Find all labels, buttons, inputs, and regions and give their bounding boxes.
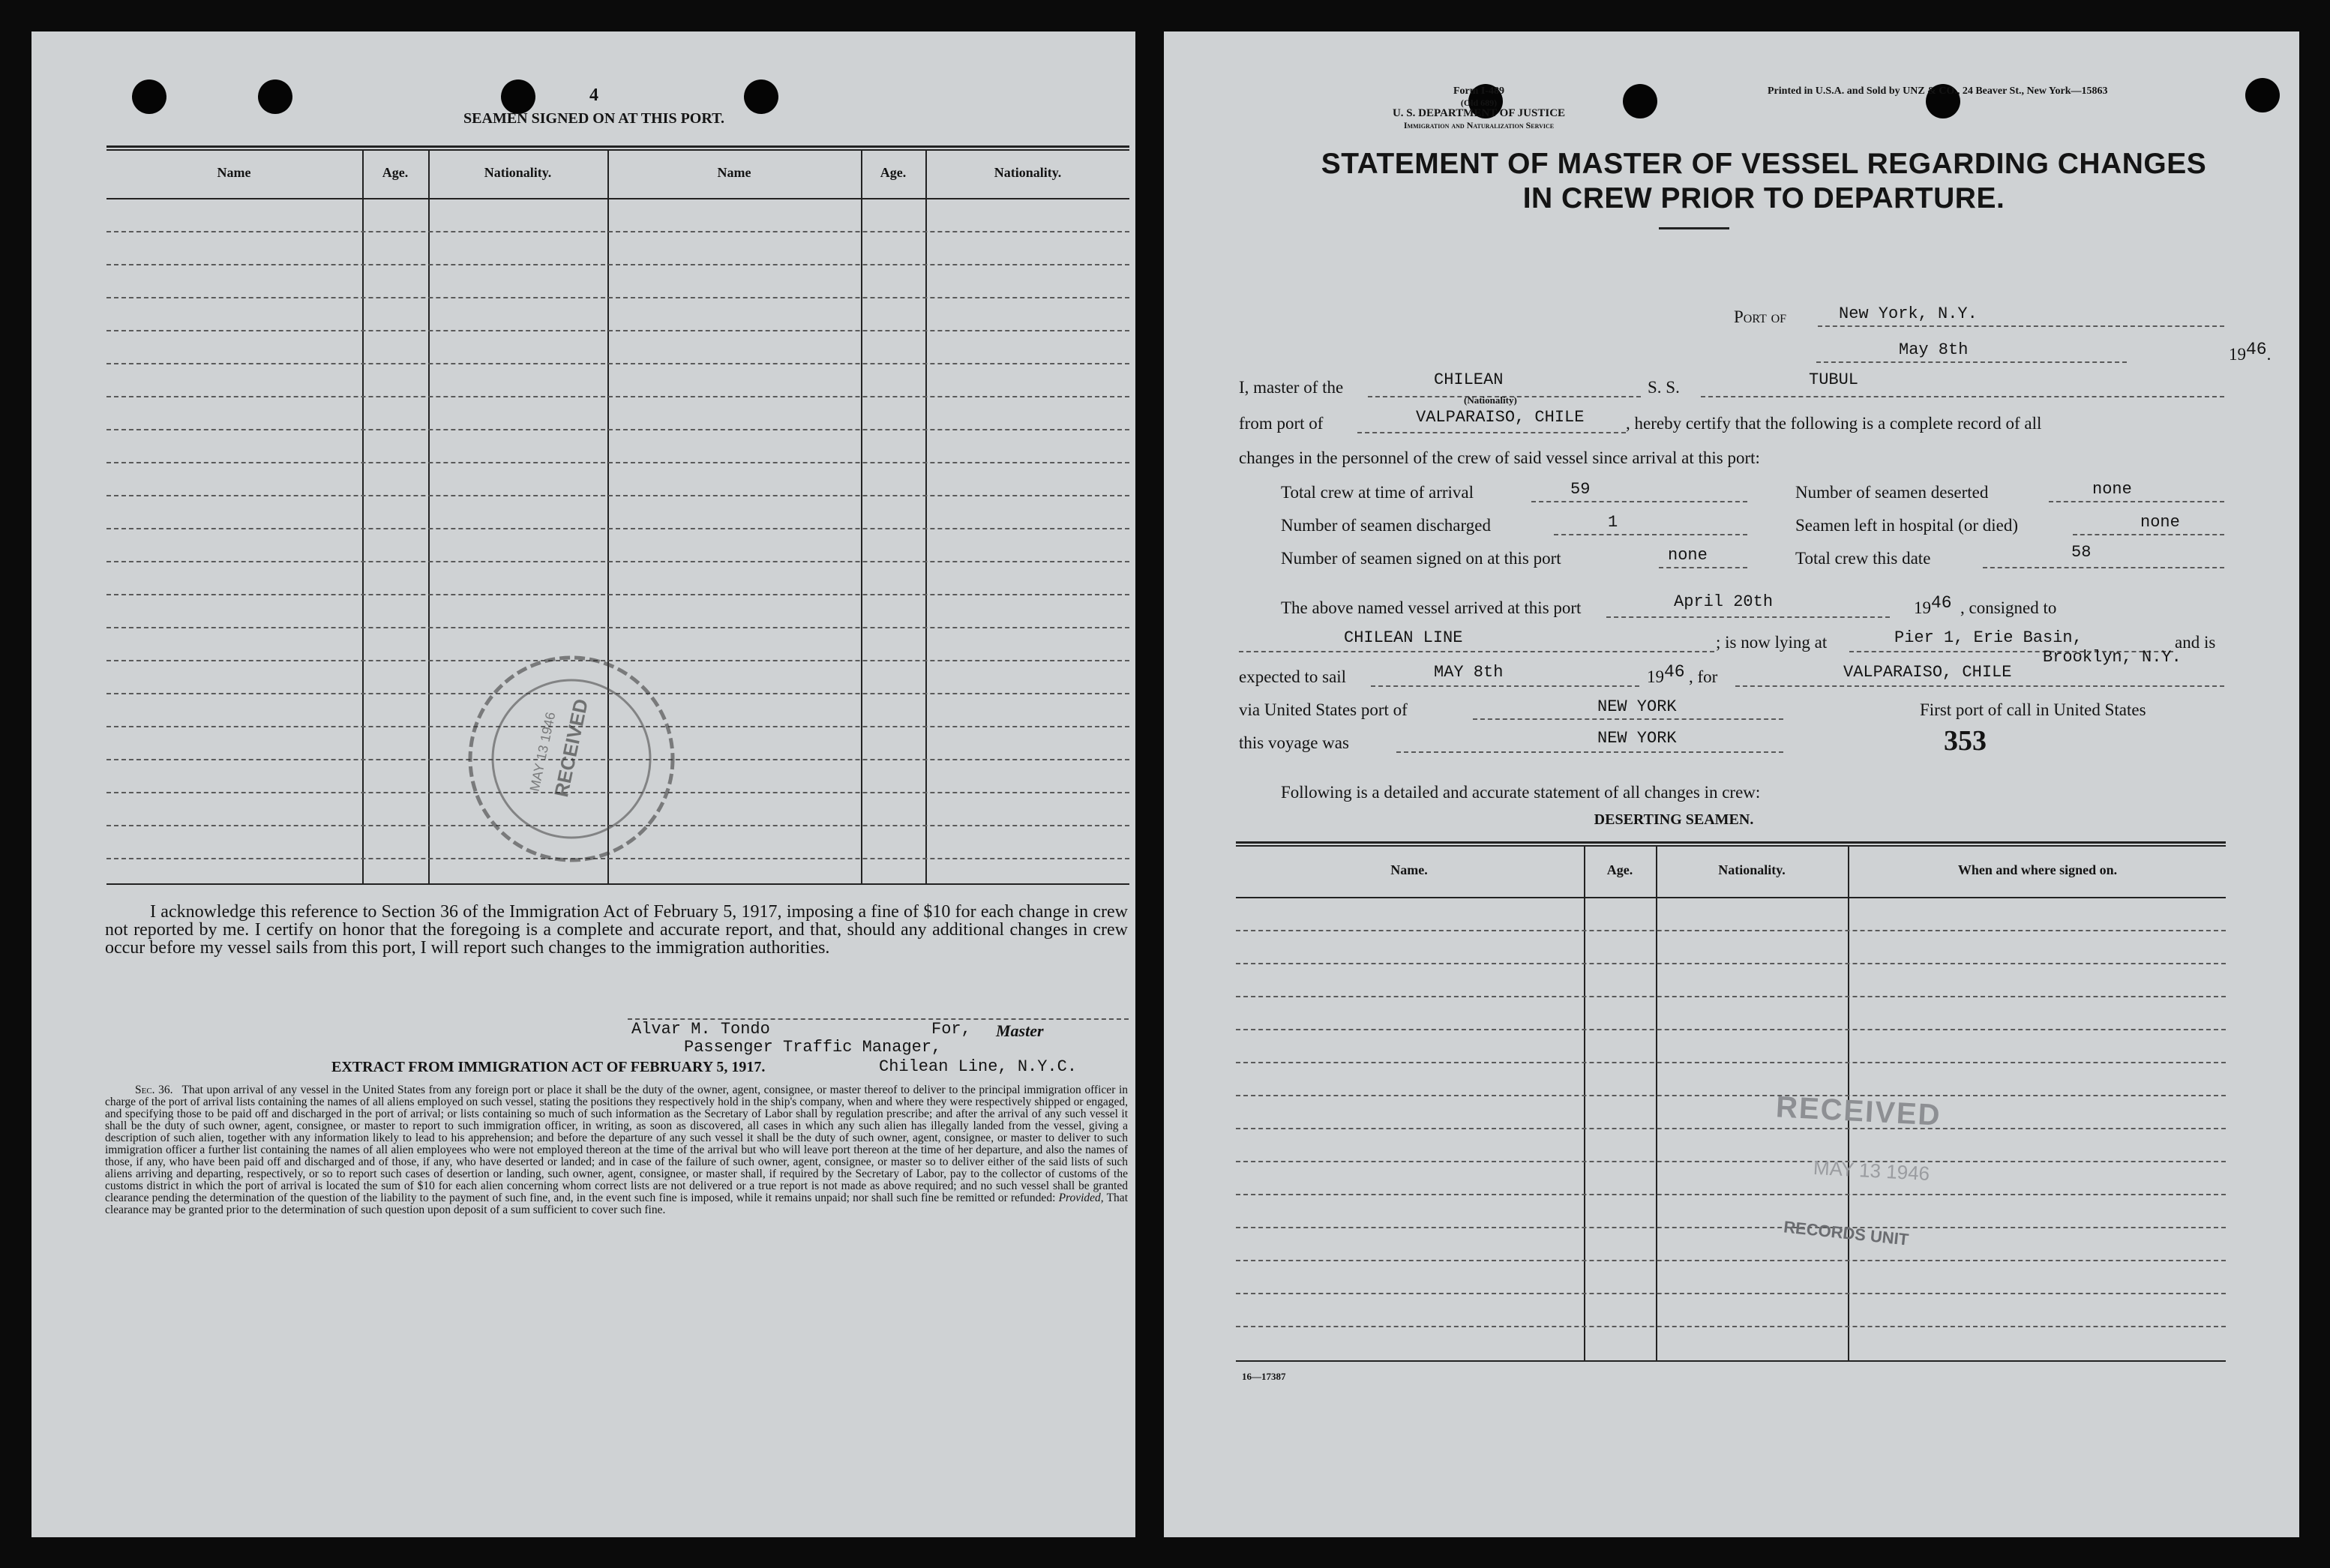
printer-line: Printed in U.S.A. and Sold by UNZ & CO., 24 Beaver St., New York—15863 [1768,85,2108,97]
lying-value-2: Brooklyn, N.Y. [2043,648,2182,667]
records-unit-stamp: RECORDS UNIT [1783,1217,1910,1249]
received-stamp-text: RECEIVED [1775,1090,1942,1132]
date-value: May 8th [1899,340,1969,359]
voyage-label: this voyage was [1239,733,1349,752]
signed-label: Number of seamen signed on at this port [1281,549,1561,568]
total-arrival-value: 59 [1570,480,1591,499]
signed-value: none [1668,546,1708,565]
section-body: That upon arrival of any vessel in the United States from any foreign port or place it shall be the duty of the owner, agent, consignee, or master thereof to deliver to the principal immigration officer in charge of the port of arrival lists containing the names of all aliens employed on such vessel, stating the positions they respectively hold in the ship's company, when and where they were respectively shipped or engaged, and specifying those to be paid off and discharged in the port of arrival; or lists containing so much of such information as the Secretary of Labor shall by regulation prescribe; and after the arrival of any such vessel it shall be the duty of such owner, agent, consignee, or master to report to such immigration officer, in writing, as soon as discovered, all cases in which any such alien has illegally landed from the vessel, giving a description of such alien, together with any information likely to lead to his apprehension; and before the departure of any such vessel it shall be the duty of such owner, agent, consignee, or master to deliver to such immigration officer a further list containing the names of all alien employees who were not employed thereon at the time of the arrival but who will leave port thereon at the time of her departure, and also the names of those, if any, who have been paid off and discharged and of those, if any, who have deserted or landed; and in case of the failure of such owner, agent, consignee, or master so to deliver either of the said lists of such aliens arriving and departing, respectively, or so to report such cases of desertion or landing, such owner, agent, consignee, or master shall, if required by the Secretary of Labor, pay to the collector of customs of the customs district in which the port of arrival is located the sum of $10 for each alien concerning whom correct lists are not delivered or a true report is not made as above required; and no such vessel shall be granted clearance pending the determination of the question of the liability to the payment of such fine, and, in the event such fine is imposed, while it remains unpaid; nor shall such fine be remitted or refunded: [105,1084,1129,1204]
hospital-label: Seamen left in hospital (or died) [1795,516,2019,535]
section-label: Sec. 36. [135,1084,173,1096]
consignee-value: CHILEAN LINE [1344,628,1463,647]
total-date-value: 58 [2071,543,2092,562]
arrived-label: The above named vessel arrived at this port [1281,598,1582,617]
and-is-text: and is [2175,633,2216,652]
voyage-value: NEW YORK [1597,729,1677,748]
column-header: Age. [382,165,409,180]
port-label: Port of [1734,307,1787,326]
sail-year: 1946 [1647,662,1685,686]
from-port-value: VALPARAISO, CHILE [1416,408,1585,427]
stamped-number: 353 [1944,725,1987,757]
port-value: New York, N.Y. [1839,304,1978,323]
column-header: Nationality. [994,165,1062,180]
deserted-value: none [2092,480,2132,499]
extract-title: EXTRACT FROM IMMIGRATION ACT OF FEBRUARY 5, 1917. [331,1059,766,1075]
column-header: Nationality. [484,165,552,180]
consigned-label: , consigned to [1960,598,2057,617]
sail-value: MAY 8th [1434,663,1504,682]
destination-value: VALPARAISO, CHILE [1843,663,2012,682]
first-port-label: First port of call in United States [1920,700,2146,719]
acknowledgment-text: I acknowledge this reference to Section 36 of the Immigration Act of February 5, 1917, imposing a fine of $10 for each change in crew not reported by me. I certify on honor that the foregoing is a complete and accurate report, and that, should any additional changes in crew occur before my vessel sails from this port, I will report such changes to the immigration authorities. [105,902,1128,958]
punch-hole [744,79,778,114]
column-header: Nationality. [1718,862,1786,877]
total-arrival-label: Total crew at time of arrival [1281,483,1474,502]
following-text: Following is a detailed and accurate statement of all changes in crew: [1281,783,1761,802]
stamp-text: RECEIVED [550,697,592,799]
vessel-name: TUBUL [1809,370,1859,389]
received-stamp-date: MAY 13 1946 [1813,1156,1930,1186]
nationality-value: CHILEAN [1434,370,1504,389]
column-header: Name [217,165,251,180]
form-number: Form I-489 [1453,85,1505,97]
section-title: SEAMEN SIGNED ON AT THIS PORT. [463,110,724,127]
discharged-value: 1 [1608,513,1618,532]
signer-company: Chilean Line, N.Y.C. [879,1057,1078,1076]
service-name: Immigration and Naturalization Service [1403,120,1555,130]
section-36-text [105,1084,1128,1216]
certify-text: , hereby certify that the following is a complete record of all [1626,414,2042,433]
via-value: NEW YORK [1597,697,1677,716]
column-header: Age. [1606,862,1633,877]
total-date-label: Total crew this date [1795,549,1931,568]
column-header: Name [717,165,751,180]
discharged-label: Number of seamen discharged [1281,516,1491,535]
master-label: I, master of the [1239,378,1344,397]
punch-hole [501,79,535,114]
column-header: When and where signed on. [1957,862,2118,877]
deserted-label: Number of seamen deserted [1795,483,1989,502]
received-stamp [459,646,684,871]
hospital-value: none [2140,513,2180,532]
lying-value: Pier 1, Erie Basin, [1894,628,2083,647]
proviso-label: Provided, [1058,1192,1104,1204]
deserting-title: DESERTING SEAMEN. [1594,811,1754,828]
signer-for: For, [931,1020,971,1039]
stamp-date: MAY 13 1946 [526,710,559,793]
arrived-year: 1946 [1914,593,1952,617]
for-label: , for [1689,667,1718,686]
title-line-1: STATEMENT OF MASTER OF VESSEL REGARDING CHANGES [1321,148,2207,180]
punch-hole [2245,78,2280,112]
expected-label: expected to sail [1239,667,1347,686]
via-label: via United States port of [1239,700,1408,719]
signer-name: Alvar M. Tondo [631,1020,770,1039]
signer-title: Passenger Traffic Manager, [684,1038,942,1057]
nationality-caption: (Nationality) [1464,394,1517,406]
lying-label: ; is now lying at [1716,633,1828,652]
form-title [1239,147,2289,216]
department-name: U. S. DEPARTMENT OF JUSTICE [1392,107,1566,119]
changes-text: changes in the personnel of the crew of said vessel since arrival at this port: [1239,448,1760,467]
proviso-body: That clearance may be granted prior to the determination of such question upon deposit of a sum sufficient to cover such fine. [105,1192,1128,1216]
column-header: Name. [1390,862,1428,877]
title-line-2: IN CREW PRIOR TO DEPARTURE. [1522,182,2005,214]
arrived-value: April 20th [1674,592,1774,611]
column-header: Age. [880,165,907,180]
form-old-number: (Old 689) [1460,97,1498,108]
punch-hole [258,79,292,114]
right-page [1164,31,2299,1537]
date-year: 1946. [2229,340,2272,364]
from-port-label: from port of [1239,414,1324,433]
punch-hole [132,79,166,114]
left-page [31,31,1135,1537]
signer-role: Master [996,1021,1044,1040]
footer-code: 16—17387 [1242,1371,1286,1382]
ss-label: S. S. [1648,378,1680,397]
page-number: 4 [589,85,598,105]
